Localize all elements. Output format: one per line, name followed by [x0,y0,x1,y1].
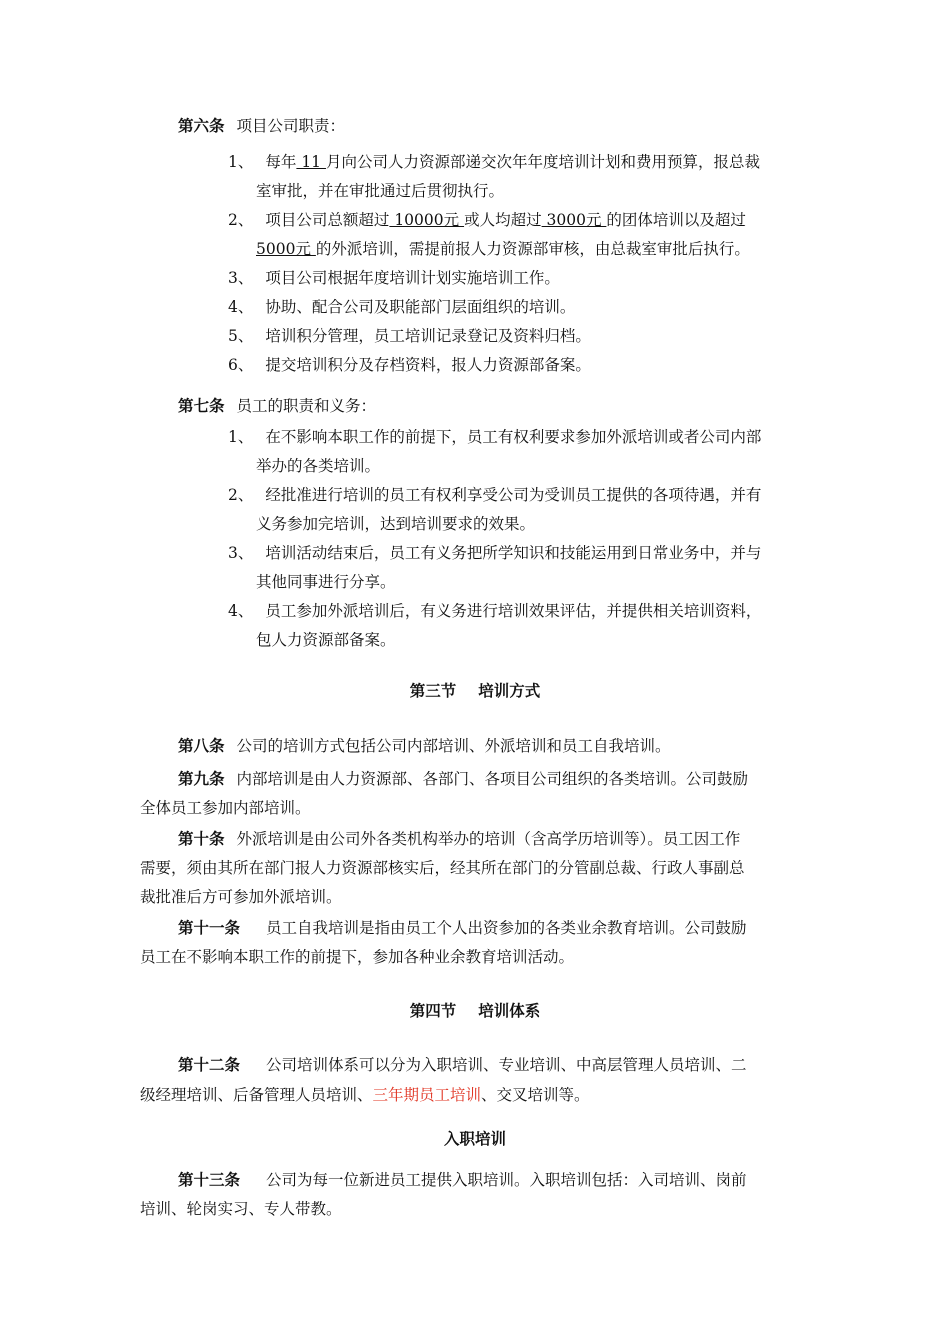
article-7-title: 员工的职责和义务： [236,397,377,415]
article-11-label: 第十一条 [178,919,241,937]
section-label: 第四节 [409,1002,457,1020]
section-title: 培训体系 [478,1002,541,1020]
item-number: 6、 [228,356,254,374]
article-6-item-2-cont [256,239,750,259]
article-text: 公司的培训方式包括公司内部培训、外派培训和员工自我培训。 [236,737,671,755]
item-text: 在不影响本职工作的前提下，员工有权利要求参加外派培训或者公司内部 [265,428,762,446]
article-8 [178,736,671,756]
item-text: 培训积分管理，员工培训记录登记及资料归档。 [265,327,591,345]
article-7-item-3-cont: 其他同事进行分享。 [256,573,396,591]
item-number: 3、 [228,269,254,287]
article-9-label: 第九条 [178,770,225,788]
article-10-cont-2: 裁批准后方可参加外派培训。 [140,888,342,906]
article-11 [178,918,747,938]
article-6-title: 项目公司职责： [236,117,346,135]
article-13-cont: 培训、轮岗实习、专人带教。 [140,1200,342,1218]
underlined-value: 3000元 [541,211,607,229]
item-text: 协助、配合公司及职能部门层面组织的培训。 [265,298,576,316]
item-text: 经批准进行培训的员工有权利享受公司为受训员工提供的各项待遇，并有 [265,486,762,504]
article-7-item-4 [228,601,761,621]
article-7-item-2-cont: 义务参加完培训，达到培训要求的效果。 [256,515,536,533]
item-number: 5、 [228,327,254,345]
article-text: 公司为每一位新进员工提供入职培训。入职培训包括：入司培训、岗前 [266,1171,747,1189]
item-text: 培训活动结束后，员工有义务把所学知识和技能运用到日常业务中，并与 [265,544,762,562]
item-number: 3、 [228,544,254,562]
article-13 [178,1170,747,1190]
article-6-item-2 [228,210,746,230]
article-text: 、交叉培训等。 [481,1086,590,1104]
article-10 [178,829,740,849]
article-9 [178,769,748,789]
article-6-label: 第六条 [178,117,225,135]
item-text: 每年 [265,153,297,171]
article-text: 员工自我培训是指由员工个人出资参加的各类业余教育培训。公司鼓励 [266,919,747,937]
item-text: 的外派培训，需提前报人力资源部审核，由总裁室审批后执行。 [315,240,750,258]
section-4-heading [0,1001,950,1021]
article-text: 级经理培训、后备管理人员培训、 [140,1086,373,1104]
article-10-cont-1: 需要，须由其所在部门报人力资源部核实后，经其所在部门的分管副总裁、行政人事副总 [140,859,745,877]
article-8-label: 第八条 [178,737,225,755]
article-7-item-4-cont: 包人力资源部备案。 [256,631,396,649]
item-number: 2、 [228,211,254,229]
article-13-label: 第十三条 [178,1171,241,1189]
item-text: 项目公司总额超过 [265,211,390,229]
section-title: 培训方式 [478,682,541,700]
article-7-label: 第七条 [178,397,225,415]
article-7-item-2 [228,485,761,505]
item-number: 1、 [228,153,254,171]
item-number: 1、 [228,428,254,446]
article-11-cont: 员工在不影响本职工作的前提下，参加各种业余教育培训活动。 [140,948,575,966]
article-10-label: 第十条 [178,830,225,848]
article-12-label: 第十二条 [178,1056,241,1074]
item-number: 2、 [228,486,254,504]
article-text: 内部培训是由人力资源部、各部门、各项目公司组织的各类培训。公司鼓励 [236,770,749,788]
item-text: 员工参加外派培训后，有义务进行培训效果评估，并提供相关培训资料， [265,602,762,620]
article-7-heading [178,396,376,416]
article-text: 外派培训是由公司外各类机构举办的培训（含高学历培训等）。员工因工作 [236,830,741,848]
article-7-item-3 [228,543,761,563]
article-6-heading [178,116,345,136]
highlighted-text: 三年期员工培训 [372,1086,482,1104]
section-label: 第三节 [409,682,457,700]
item-number: 4、 [228,602,254,620]
article-6-item-3 [228,268,560,288]
item-text: 或人均超过 [464,211,542,229]
item-text: 的团体培训以及超过 [606,211,746,229]
article-12-cont [140,1085,590,1105]
article-7-item-1 [228,427,761,447]
item-text: 提交培训积分及存档资料，报人力资源部备案。 [265,356,591,374]
section-3-heading [0,681,950,701]
item-text: 月向公司人力资源部递交次年年度培训计划和费用预算，报总裁 [325,153,760,171]
article-12 [178,1055,747,1075]
article-text: 公司培训体系可以分为入职培训、专业培训、中高层管理人员培训、二 [266,1056,747,1074]
underlined-value: 5000元 [256,240,316,258]
article-6-item-4 [228,297,575,317]
subheading: 入职培训 [443,1130,506,1148]
underlined-value: 11 [296,153,326,171]
article-6-item-1 [228,152,760,172]
article-6-item-6 [228,355,591,375]
item-text: 项目公司根据年度培训计划实施培训工作。 [265,269,560,287]
article-7-item-1-cont: 举办的各类培训。 [256,457,381,475]
article-6-item-5 [228,326,591,346]
item-number: 4、 [228,298,254,316]
underlined-value: 10000元 [389,211,465,229]
article-6-item-1-cont: 室审批，并在审批通过后贯彻执行。 [256,182,505,200]
article-9-cont: 全体员工参加内部培训。 [140,799,311,817]
